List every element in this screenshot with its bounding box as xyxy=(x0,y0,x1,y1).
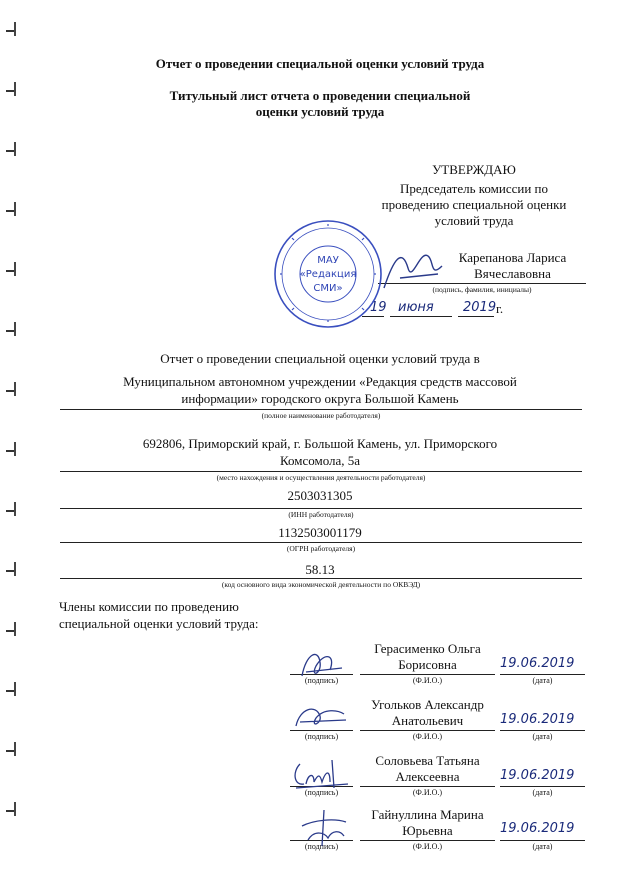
inn-value: 2503031305 xyxy=(287,488,353,503)
report-intro: Отчет о проведении специальной оценки условий труда в xyxy=(160,351,480,366)
org-caption: (полное наименование работодателя) xyxy=(261,411,381,420)
address-line2: Комсомола, 5а xyxy=(279,453,361,468)
approve-role-line1: Председатель комиссии по xyxy=(399,181,549,196)
member-date: 19.06.2019 xyxy=(500,712,575,727)
chairman-name-line2: Вячеславовна xyxy=(474,266,551,281)
member-name-line2: Юрьевна xyxy=(402,823,453,838)
member-signature xyxy=(290,754,354,794)
approve-role-line3: условий труда xyxy=(434,213,514,228)
approve-heading: УТВЕРЖДАЮ xyxy=(432,162,516,177)
date-caption: (дата) xyxy=(532,788,553,797)
date-caption: (дата) xyxy=(532,732,553,741)
member-name-line1: Гайнуллина Марина xyxy=(371,807,484,822)
member-name-line1: Герасименко Ольга xyxy=(374,641,481,656)
stamp-line2: «Редакция xyxy=(299,269,357,280)
member-signature xyxy=(292,700,352,736)
members-title xyxy=(59,598,259,632)
approval-date-month: июня xyxy=(398,300,434,315)
sign-caption: (подпись) xyxy=(304,788,339,797)
document-title: Отчет о проведении специальной оценки условий труда xyxy=(155,56,485,71)
approval-date-day: 19 xyxy=(370,300,387,315)
address-line1: 692806, Приморский край, г. Большой Камень, ул. Приморского xyxy=(142,436,498,451)
ogrn-value: 1132503001179 xyxy=(278,525,362,540)
chairman-name-line1: Карепанова Лариса xyxy=(458,250,567,265)
member-signature xyxy=(296,644,352,684)
member-name-line1: Соловьева Татьяна xyxy=(375,753,480,768)
members-title-line2: специальной оценки условий труда: xyxy=(59,616,259,631)
fio-caption: (Ф.И.О.) xyxy=(412,788,443,797)
members-title-line1: Члены комиссии по проведению xyxy=(59,599,239,614)
binding-edge xyxy=(0,0,30,875)
fio-caption: (Ф.И.О.) xyxy=(412,732,443,741)
approval-date-year: 2019 xyxy=(463,300,497,315)
chairman-caption: (подпись, фамилия, инициалы) xyxy=(432,285,532,294)
fio-caption: (Ф.И.О.) xyxy=(412,676,443,685)
inn-caption: (ИНН работодателя) xyxy=(288,510,354,519)
member-signature xyxy=(294,806,354,850)
okved-value: 58.13 xyxy=(305,562,335,577)
approve-role-line2: проведению специальной оценки xyxy=(381,197,567,212)
subtitle-line2: оценки условий труда xyxy=(255,104,385,119)
member-date: 19.06.2019 xyxy=(500,656,575,671)
date-caption: (дата) xyxy=(532,676,553,685)
date-caption: (дата) xyxy=(532,842,553,851)
approval-date-suffix: г. xyxy=(496,301,504,316)
member-name-line1: Угольков Александр xyxy=(371,697,484,712)
member-date: 19.06.2019 xyxy=(500,768,575,783)
org-name-line1: Муниципальном автономном учреждении «Редакция средств массовой xyxy=(123,374,517,389)
chairman-signature xyxy=(380,238,450,298)
sign-caption: (подпись) xyxy=(304,676,339,685)
ogrn-caption: (ОГРН работодателя) xyxy=(286,544,356,553)
member-date: 19.06.2019 xyxy=(500,821,575,836)
org-name-line2: информации» городского округа Большой Камень xyxy=(181,391,459,406)
stamp-line3: СМИ» xyxy=(313,283,343,294)
fio-caption: (Ф.И.О.) xyxy=(412,842,443,851)
address-caption: (место нахождения и осуществления деятельности работодателя) xyxy=(216,473,426,482)
organization-stamp xyxy=(272,218,384,330)
member-name-line2: Борисовна xyxy=(398,657,457,672)
member-name-line2: Анатольевич xyxy=(391,713,464,728)
stamp-line1: МАУ xyxy=(317,255,339,266)
subtitle-line1: Титульный лист отчета о проведении специальной xyxy=(169,88,471,103)
sign-caption: (подпись) xyxy=(304,842,339,851)
sign-caption: (подпись) xyxy=(304,732,339,741)
okved-caption: (код основного вида экономической деятельности по ОКВЭД) xyxy=(221,580,421,589)
member-name-line2: Алексеевна xyxy=(395,769,460,784)
